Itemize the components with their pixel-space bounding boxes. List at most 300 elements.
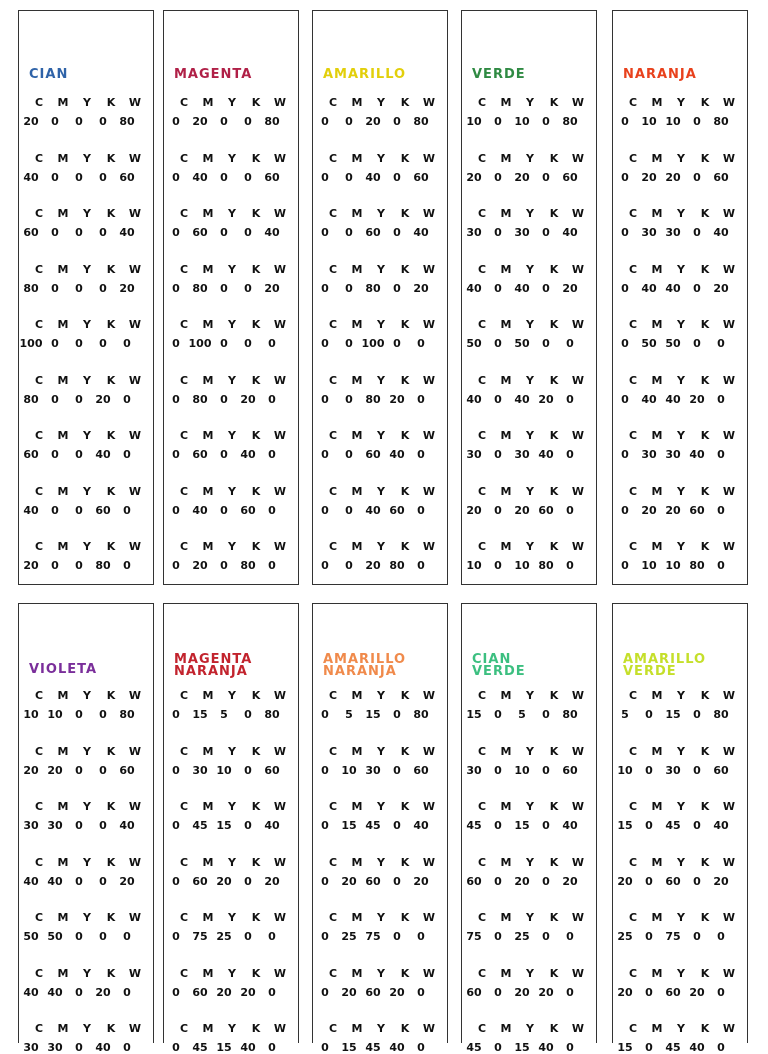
channel-header [462,318,598,331]
cmykw-entry [613,318,749,350]
channel-value: 40 [365,170,381,184]
channel-value: 0 [621,281,629,295]
channel-value: 40 [641,281,657,295]
channel-value: 30 [665,226,681,239]
channel-letter: K [400,373,410,387]
channel-value: 0 [717,985,725,999]
channel-value: 0 [494,708,502,721]
channel-value: 0 [393,281,401,295]
channel-letter: W [273,689,287,702]
channel-values [613,1041,749,1054]
channel-letter: C [34,318,44,331]
channel-letter: C [34,262,44,276]
channel-value: 30 [514,448,530,461]
channel-letter: K [700,855,710,869]
channel-letter: C [179,429,189,442]
channel-header [164,689,300,702]
channel-value: 0 [717,392,725,406]
channel-value: 75 [192,930,208,943]
channel-letter: M [651,689,663,702]
channel-values [19,875,155,888]
channel-value: 40 [95,1041,111,1054]
channel-header [19,263,155,276]
channel-value: 0 [717,559,725,572]
channel-value: 0 [621,448,629,461]
channel-letter: M [651,151,663,165]
channel-letter: K [251,855,261,869]
channel-value: 0 [321,559,329,572]
card-title: AMARILLO [323,67,407,82]
channel-letter: Y [377,689,385,702]
cmykw-entry [462,856,598,888]
cmykw-entry [164,152,300,184]
channel-value: 40 [713,819,729,832]
channel-letter: W [422,966,436,980]
channel-letter: C [628,262,638,276]
channel-letter: W [422,689,436,702]
channel-value: 20 [514,170,530,184]
channel-value: 20 [240,985,256,999]
channel-value: 40 [47,874,63,888]
channel-letter: Y [526,689,534,702]
channel-letter: W [571,800,585,813]
channel-letter: Y [677,262,685,276]
channel-value: 40 [389,1041,405,1054]
channel-letter: K [400,151,410,165]
channel-letter: K [251,429,261,442]
channel-value: 0 [345,337,353,350]
channel-header [164,374,300,387]
channel-value: 0 [494,819,502,832]
channel-value: 0 [172,708,180,721]
channel-value: 60 [365,226,381,239]
channel-value: 0 [268,337,276,350]
channel-letter: M [57,1022,69,1035]
channel-letter: C [477,855,487,869]
cmykw-entry [313,1022,449,1054]
channel-letter: Y [228,262,236,276]
channel-value: 20 [119,281,135,295]
channel-letter: W [273,744,287,758]
channel-letter: K [400,911,410,924]
channel-letter: Y [83,373,91,387]
channel-letter: Y [83,540,91,553]
channel-letter: Y [677,966,685,980]
channel-value: 0 [99,930,107,943]
channel-letter: K [400,484,410,498]
channel-letter: Y [377,373,385,387]
channel-letter: Y [677,96,685,109]
channel-value: 80 [562,115,578,128]
channel-header [613,540,749,553]
channel-value: 0 [542,281,550,295]
channel-letter: K [251,262,261,276]
channel-letter: W [422,855,436,869]
channel-value: 0 [321,503,329,517]
channel-value: 40 [23,503,39,517]
channel-values [462,708,598,721]
channel-letter: W [722,207,736,220]
channel-letter: C [328,1022,338,1035]
channel-value: 60 [466,985,482,999]
channel-letter: W [722,689,736,702]
channel-value: 0 [345,281,353,295]
channel-letter: W [273,911,287,924]
channel-values [164,1041,300,1054]
cmykw-entry [164,207,300,239]
channel-letter: C [477,151,487,165]
channel-letter: Y [377,484,385,498]
channel-value: 20 [538,392,554,406]
channel-values [462,337,598,350]
channel-letter: C [628,911,638,924]
channel-letter: Y [83,96,91,109]
channel-letter: Y [677,318,685,331]
channel-value: 15 [617,819,633,832]
channel-letter: K [700,151,710,165]
channel-letter: K [106,689,116,702]
channel-value: 45 [466,819,482,832]
card-title: VERDE [472,67,526,82]
channel-value: 0 [645,930,653,943]
channel-value: 30 [47,1041,63,1054]
channel-value: 40 [240,1041,256,1054]
cmykw-entry [164,318,300,350]
channel-letter: K [251,484,261,498]
channel-letter: M [651,540,663,553]
channel-values [462,986,598,999]
channel-values [462,819,598,832]
channel-value: 0 [321,448,329,461]
channel-value: 75 [365,930,381,943]
channel-header [164,911,300,924]
channel-value: 60 [665,874,681,888]
channel-letter: M [57,373,69,387]
channel-value: 0 [494,985,502,999]
channel-letter: K [400,318,410,331]
channel-value: 0 [645,874,653,888]
channel-letter: C [34,689,44,702]
channel-value: 0 [693,874,701,888]
channel-header [19,152,155,165]
cmykw-entry [19,1022,155,1054]
channel-value: 0 [99,226,107,239]
channel-value: 10 [641,559,657,572]
channel-value: 20 [47,763,63,777]
channel-letter: W [128,1022,142,1035]
channel-letter: M [351,540,363,553]
channel-letter: C [34,429,44,442]
channel-value: 20 [466,170,482,184]
channel-value: 0 [494,930,502,943]
channel-letter: K [549,800,559,813]
channel-values [313,115,449,128]
channel-header [164,96,300,109]
channel-letter: K [700,966,710,980]
channel-values [313,559,449,572]
channel-letter: W [571,207,585,220]
channel-letter: C [34,207,44,220]
channel-letter: Y [677,540,685,553]
cmykw-entry [313,856,449,888]
channel-value: 80 [713,708,729,721]
channel-values [19,393,155,406]
channel-letter: C [34,966,44,980]
channel-value: 20 [365,559,381,572]
channel-value: 20 [23,559,39,572]
channel-value: 0 [172,930,180,943]
channel-letter: M [500,540,512,553]
channel-letter: Y [526,262,534,276]
channel-letter: K [251,96,261,109]
channel-value: 0 [123,1041,131,1054]
channel-letter: M [651,800,663,813]
channel-value: 0 [268,930,276,943]
channel-letter: M [57,911,69,924]
channel-letter: Y [83,484,91,498]
channel-value: 0 [494,1041,502,1054]
channel-letter: K [700,800,710,813]
cmykw-entry [462,485,598,517]
channel-value: 80 [119,115,135,128]
channel-letter: C [628,429,638,442]
channel-value: 60 [240,503,256,517]
channel-letter: W [571,1022,585,1035]
channel-value: 15 [466,708,482,721]
channel-value: 10 [665,559,681,572]
channel-value: 0 [51,448,59,461]
channel-letter: Y [83,689,91,702]
channel-letter: K [251,744,261,758]
channel-value: 50 [665,337,681,350]
channel-value: 0 [321,392,329,406]
channel-value: 100 [361,337,385,350]
channel-value: 0 [244,170,252,184]
channel-letter: C [179,540,189,553]
channel-letter: M [500,800,512,813]
channel-value: 20 [192,115,208,128]
channel-letter: Y [228,966,236,980]
channel-header [613,911,749,924]
channel-value: 0 [417,337,425,350]
channel-values [164,448,300,461]
channel-value: 20 [514,874,530,888]
channel-value: 80 [264,115,280,128]
channel-value: 30 [23,1041,39,1054]
channel-value: 80 [562,708,578,721]
channel-value: 30 [47,819,63,832]
channel-value: 75 [665,930,681,943]
channel-letter: Y [228,540,236,553]
channel-value: 60 [119,763,135,777]
channel-value: 15 [617,1041,633,1054]
channel-letter: W [422,373,436,387]
channel-value: 0 [244,763,252,777]
channel-value: 0 [417,930,425,943]
channel-value: 40 [514,392,530,406]
channel-value: 20 [514,985,530,999]
channel-letter: W [273,800,287,813]
channel-letter: Y [228,207,236,220]
channel-letter: K [400,540,410,553]
channel-letter: Y [377,1022,385,1035]
channel-value: 80 [413,115,429,128]
channel-letter: Y [83,800,91,813]
cmykw-entry [313,207,449,239]
channel-value: 0 [621,503,629,517]
channel-letter: W [273,540,287,553]
channel-letter: M [202,855,214,869]
channel-letter: C [328,966,338,980]
channel-letter: K [549,262,559,276]
channel-value: 10 [23,708,39,721]
channel-value: 0 [99,708,107,721]
channel-value: 60 [95,503,111,517]
channel-value: 45 [665,1041,681,1054]
channel-values [462,171,598,184]
channel-letter: M [351,262,363,276]
channel-value: 0 [566,448,574,461]
channel-value: 0 [75,503,83,517]
channel-letter: M [202,800,214,813]
channel-value: 60 [192,226,208,239]
color-card-naranja [612,10,748,585]
card-title: CIAN VERDE [472,652,526,679]
channel-header [313,207,449,220]
channel-value: 25 [617,930,633,943]
channel-letter: C [179,689,189,702]
channel-header [164,967,300,980]
cmykw-entry [19,540,155,572]
swatch-row-bottom [0,600,768,1054]
channel-header [313,911,449,924]
channel-letter: K [700,689,710,702]
channel-letter: Y [526,151,534,165]
cmykw-entry [164,540,300,572]
channel-value: 0 [321,337,329,350]
channel-letter: C [179,151,189,165]
channel-letter: Y [228,484,236,498]
cmykw-entry [462,540,598,572]
cmykw-entry [19,856,155,888]
channel-header [164,800,300,813]
channel-letter: M [57,96,69,109]
channel-letter: Y [83,744,91,758]
channel-letter: K [251,318,261,331]
channel-letter: M [351,800,363,813]
channel-letter: W [722,540,736,553]
channel-value: 0 [321,819,329,832]
channel-letter: C [328,96,338,109]
channel-letter: Y [377,911,385,924]
channel-values [164,930,300,943]
channel-value: 0 [172,559,180,572]
channel-header [613,96,749,109]
channel-letter: M [202,373,214,387]
channel-value: 0 [244,930,252,943]
channel-value: 15 [341,1041,357,1054]
cmykw-entry [19,374,155,406]
channel-header [462,800,598,813]
channel-letter: K [106,800,116,813]
channel-letter: C [628,540,638,553]
channel-letter: K [106,911,116,924]
channel-letter: M [57,262,69,276]
channel-value: 40 [466,281,482,295]
channel-letter: C [328,689,338,702]
channel-value: 0 [244,874,252,888]
channel-letter: C [34,540,44,553]
channel-value: 0 [566,985,574,999]
channel-value: 40 [538,448,554,461]
cmykw-entry [462,967,598,999]
channel-value: 0 [345,559,353,572]
channel-values [462,226,598,239]
channel-letter: Y [526,429,534,442]
channel-letter: C [477,373,487,387]
cmykw-entry [164,374,300,406]
channel-letter: C [628,207,638,220]
channel-letter: K [251,689,261,702]
channel-value: 0 [172,337,180,350]
channel-letter: K [549,966,559,980]
channel-letter: W [273,1022,287,1035]
channel-letter: M [57,744,69,758]
channel-letter: M [651,373,663,387]
channel-values [164,559,300,572]
channel-values [462,930,598,943]
channel-value: 40 [365,503,381,517]
channel-value: 5 [621,708,629,721]
channel-values [613,115,749,128]
channel-letter: Y [526,966,534,980]
channel-values [313,226,449,239]
channel-letter: C [179,966,189,980]
channel-value: 0 [393,874,401,888]
channel-header [462,263,598,276]
cmykw-entry [19,485,155,517]
cmykw-entry [462,152,598,184]
channel-letter: K [400,744,410,758]
channel-value: 0 [172,763,180,777]
channel-letter: W [273,207,287,220]
channel-letter: M [351,96,363,109]
channel-letter: W [128,911,142,924]
channel-letter: Y [83,966,91,980]
channel-letter: Y [83,151,91,165]
channel-letter: W [722,373,736,387]
channel-letter: C [179,800,189,813]
channel-letter: C [628,151,638,165]
channel-letter: K [549,744,559,758]
channel-letter: C [477,689,487,702]
cmykw-entry [164,263,300,295]
channel-values [19,115,155,128]
channel-letter: C [628,689,638,702]
channel-value: 0 [494,874,502,888]
channel-value: 0 [99,874,107,888]
channel-value: 0 [345,503,353,517]
channel-letter: K [700,429,710,442]
channel-letter: W [571,96,585,109]
channel-letter: W [273,484,287,498]
channel-value: 40 [689,1041,705,1054]
channel-values [613,559,749,572]
channel-letter: W [722,800,736,813]
channel-letter: M [57,207,69,220]
channel-values [164,282,300,295]
channel-letter: C [34,855,44,869]
